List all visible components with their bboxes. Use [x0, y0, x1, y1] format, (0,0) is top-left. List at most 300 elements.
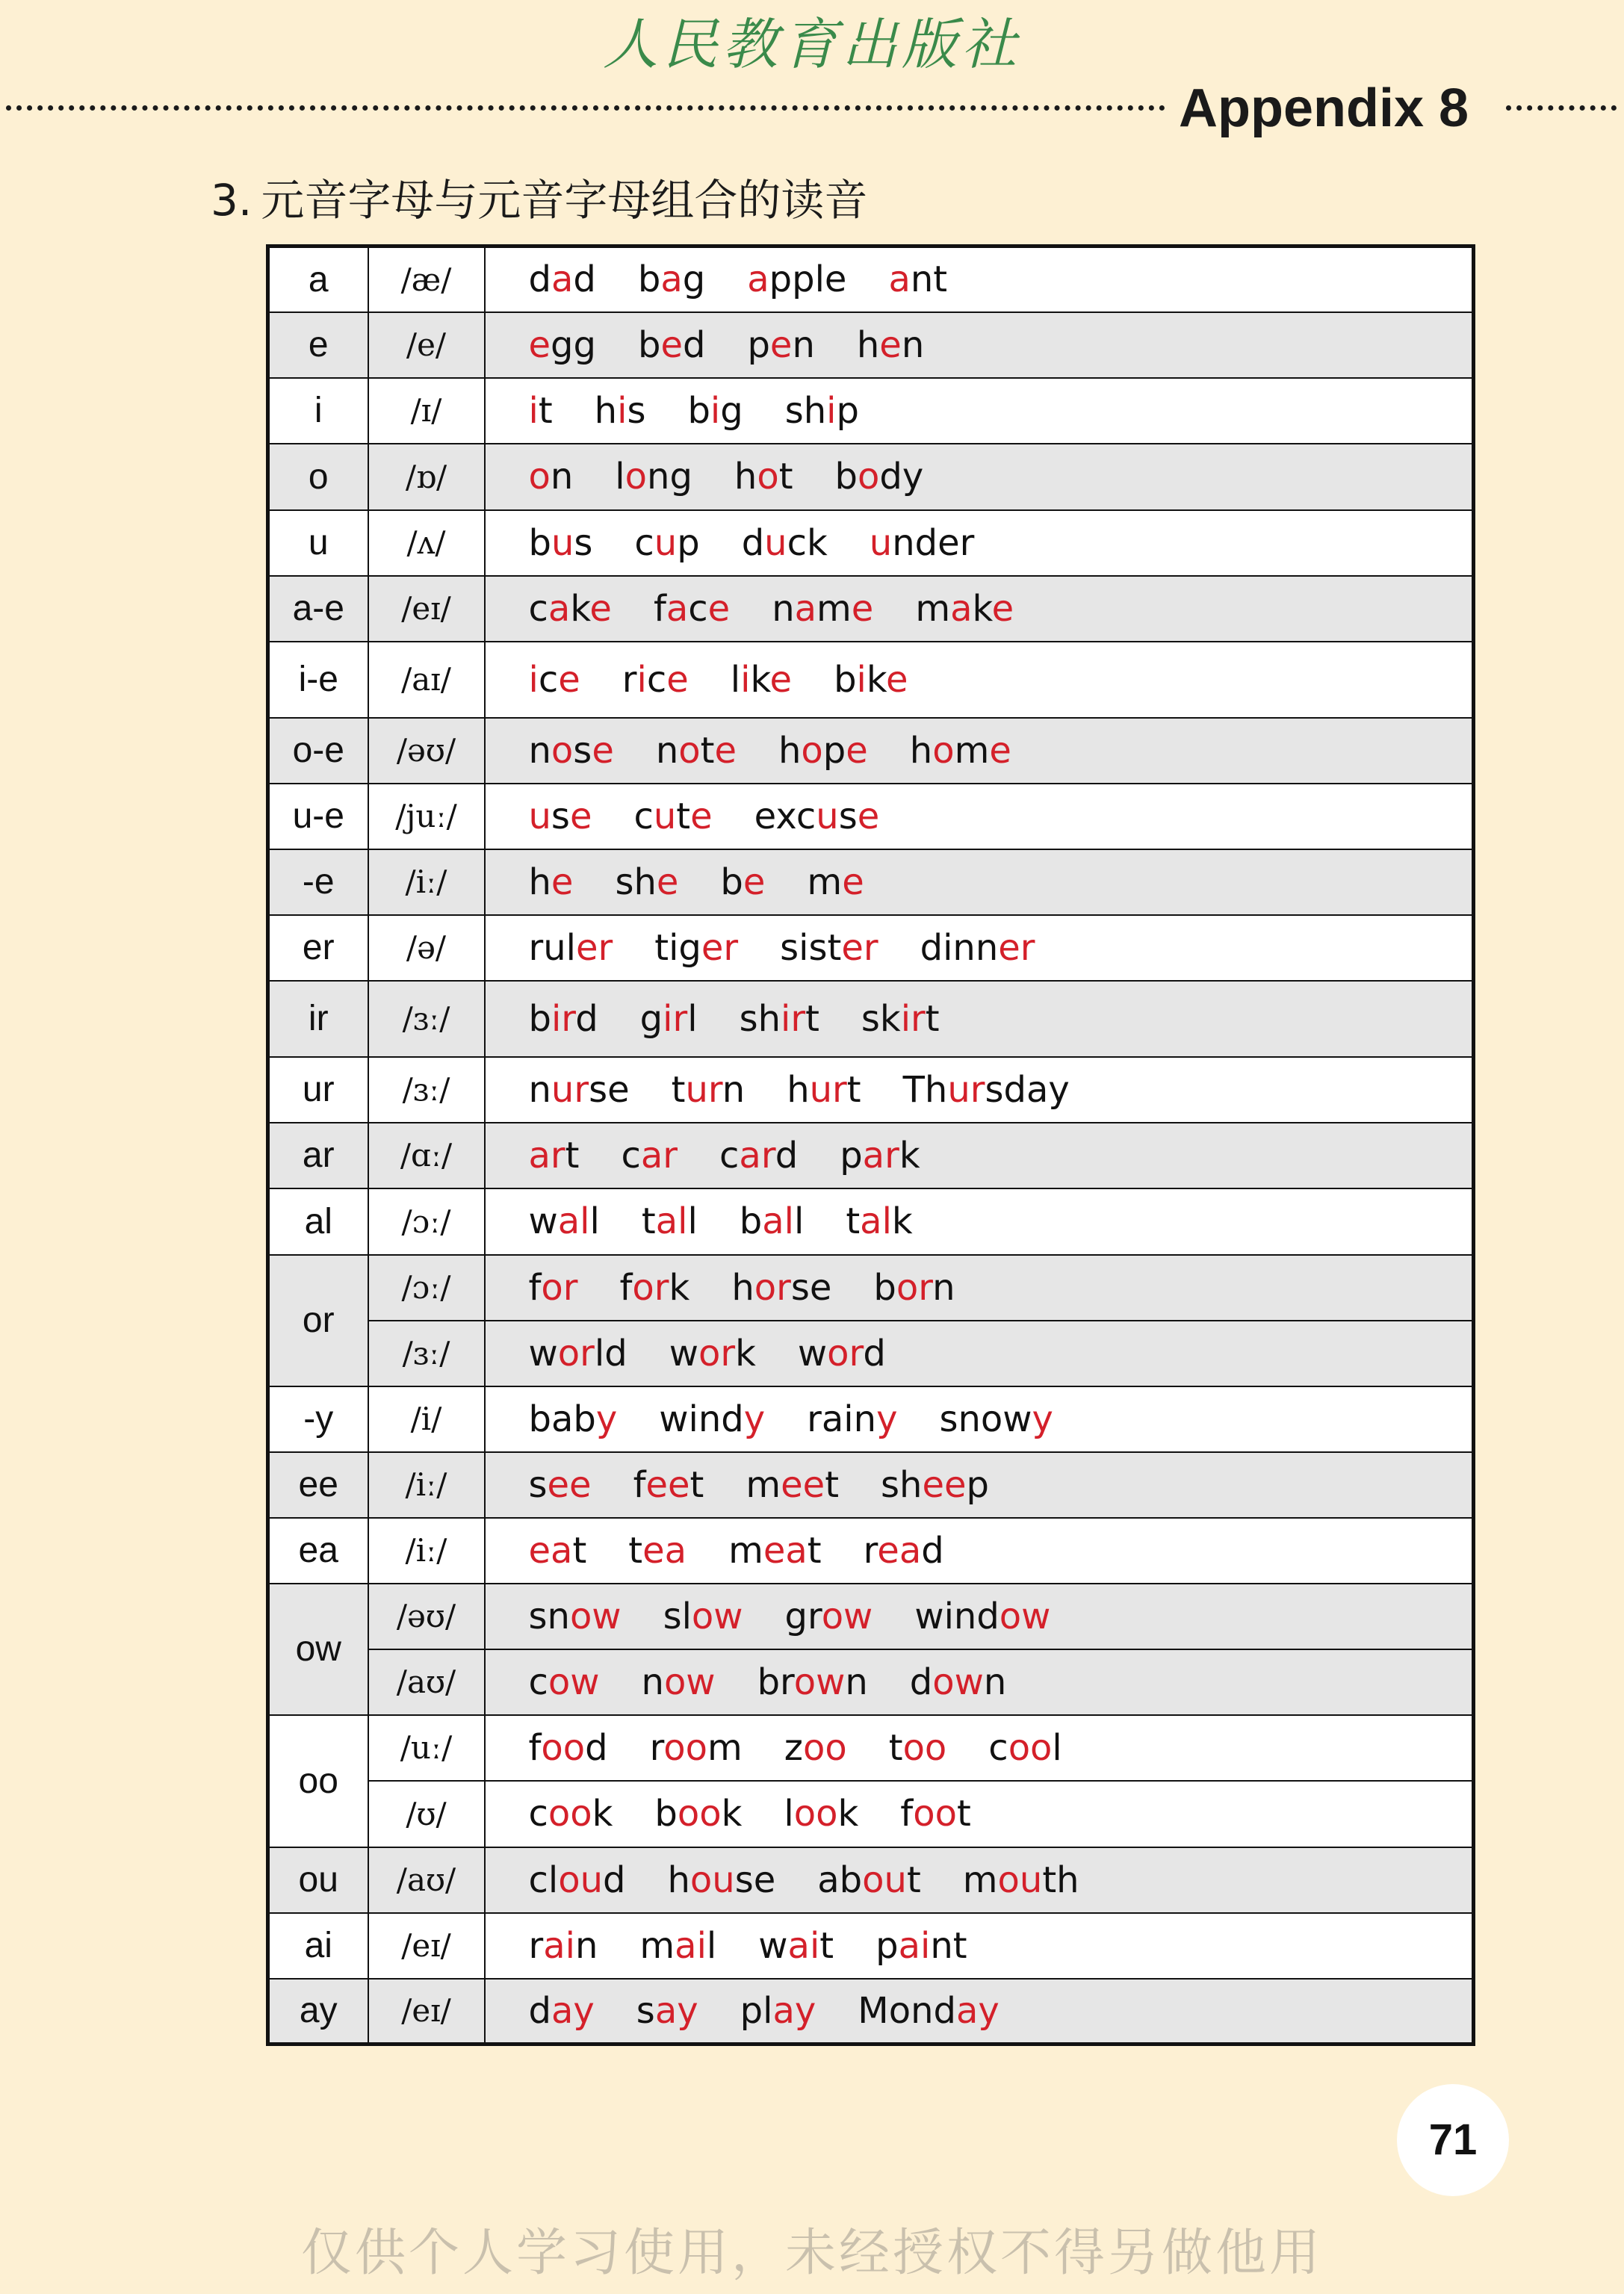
word-letters: l [687, 1200, 698, 1242]
word-letters: h [909, 729, 933, 772]
highlighted-letters: u [551, 521, 574, 564]
word-letters: t [778, 456, 793, 497]
example-words-cell [485, 1123, 1474, 1188]
highlighted-letters: oo [913, 1793, 957, 1835]
example-word [529, 1267, 578, 1309]
table-row [268, 444, 1474, 510]
word-letters: sh [881, 1463, 923, 1506]
word-letters: k [570, 587, 590, 630]
highlighted-letters: e [857, 795, 880, 837]
highlighted-letters: e [660, 323, 683, 366]
word-letters: w [528, 1200, 558, 1242]
ipa-cell: /eɪ/ [368, 1913, 485, 1979]
word-letters: t [565, 1134, 580, 1177]
example-word [529, 1596, 622, 1637]
word-letters: t [676, 795, 691, 837]
example-word [784, 1727, 847, 1769]
table-row [268, 642, 1474, 718]
word-letters: sh [739, 997, 781, 1040]
word-letters: snow [939, 1398, 1032, 1440]
ipa-cell: /eɪ/ [368, 576, 485, 642]
highlighted-letters: e [528, 323, 551, 366]
word-letters: t [807, 1529, 822, 1572]
example-word [835, 456, 924, 497]
example-word [529, 1727, 608, 1769]
example-word [875, 1925, 967, 1967]
example-word [669, 1333, 756, 1374]
example-word [881, 1464, 989, 1506]
highlighted-letters: ee [645, 1463, 690, 1506]
highlighted-letters: o [757, 456, 779, 497]
table-row [268, 1452, 1474, 1518]
example-word [529, 390, 553, 432]
example-word [858, 1990, 999, 2032]
example-word [903, 1069, 1070, 1111]
word-letters: h [731, 1266, 754, 1309]
highlighted-letters: a [551, 258, 574, 301]
example-word [529, 258, 596, 300]
word-letters: th [1042, 1859, 1079, 1901]
table-row [268, 1913, 1474, 1979]
word-letters: h [528, 861, 551, 903]
word-letters: n [792, 323, 815, 366]
example-word [529, 324, 596, 366]
highlighted-letters: ur [551, 1068, 589, 1111]
example-words-cell [485, 1255, 1474, 1321]
example-word [846, 1200, 912, 1242]
word-letters: k [669, 1266, 690, 1309]
table-row [268, 1649, 1474, 1715]
highlighted-letters: o [551, 729, 574, 772]
example-word [817, 1859, 921, 1901]
example-word [529, 588, 612, 630]
ipa-cell: /aʊ/ [368, 1649, 485, 1715]
letter-cell: ai [268, 1913, 368, 1979]
word-letters: sh [615, 861, 657, 903]
highlighted-letters: y [743, 1398, 766, 1440]
word-letters: sist [780, 926, 842, 969]
highlighted-letters: or [754, 1266, 791, 1309]
word-letters: l [730, 658, 741, 701]
example-words-cell [485, 1979, 1474, 2045]
word-letters: s [574, 521, 593, 564]
highlighted-letters: er [701, 926, 739, 969]
table-row [268, 718, 1474, 784]
ipa-cell: /ɜː/ [368, 1057, 485, 1123]
word-letters: t [888, 1726, 903, 1769]
example-word [529, 1135, 580, 1177]
section-title-text: 元音字母与元音字母组合的读音 [261, 175, 868, 226]
example-word [900, 1793, 970, 1835]
highlighted-letters: u [653, 795, 677, 837]
highlighted-letters: ay [955, 1989, 999, 2032]
highlighted-letters: ir [551, 997, 576, 1040]
word-letters: dinn [920, 926, 999, 969]
word-letters: l [589, 1200, 600, 1242]
example-word [529, 1333, 627, 1374]
letter-cell: oo [268, 1715, 368, 1847]
word-letters: d [585, 1726, 608, 1769]
example-word [638, 324, 705, 366]
word-letters: f [633, 1463, 646, 1506]
word-letters: c [528, 1661, 548, 1703]
ipa-cell: /ɑː/ [368, 1123, 485, 1188]
example-word [529, 1069, 630, 1111]
letter-cell: ow [268, 1584, 368, 1715]
table-row [268, 1057, 1474, 1123]
example-word [642, 1200, 698, 1242]
example-word [615, 456, 692, 497]
highlighted-letters: i [740, 658, 751, 701]
word-letters: se [734, 1859, 776, 1901]
example-words-cell [485, 1715, 1474, 1781]
highlighted-letters: ar [640, 1134, 678, 1177]
example-words-cell [485, 247, 1474, 312]
highlighted-letters: e [769, 323, 793, 366]
letter-cell: ir [268, 981, 368, 1057]
example-word [633, 796, 712, 837]
highlighted-letters: o [678, 729, 701, 772]
highlighted-letters: i [617, 389, 627, 432]
example-word [740, 998, 819, 1040]
example-words-cell [485, 1188, 1474, 1255]
example-word [888, 258, 947, 300]
word-letters: k [972, 587, 992, 630]
ipa-cell: /ɒ/ [368, 444, 485, 510]
example-word [861, 998, 940, 1040]
word-letters: n [550, 456, 574, 497]
example-words-cell [485, 1452, 1474, 1518]
table-row [268, 849, 1474, 915]
word-letters: sl [663, 1595, 692, 1637]
word-letters: t [925, 997, 940, 1040]
example-word [529, 927, 613, 969]
word-letters: w [797, 1332, 828, 1374]
highlighted-letters: u [764, 521, 787, 564]
word-letters: ck [787, 521, 828, 564]
word-letters: p [677, 521, 700, 564]
example-word [656, 730, 737, 772]
highlighted-letters: oo [677, 1793, 722, 1835]
letter-cell: er [268, 915, 368, 981]
ipa-cell: /ə/ [368, 915, 485, 981]
example-word [914, 1596, 1050, 1637]
word-letters: b [528, 997, 551, 1040]
table-row [268, 1518, 1474, 1584]
word-letters: c [688, 587, 708, 630]
ipa-cell: /iː/ [368, 1518, 485, 1584]
highlighted-letters: ow [793, 1661, 846, 1703]
example-word [529, 1990, 595, 2032]
example-word [529, 456, 574, 497]
example-word [963, 1859, 1079, 1901]
example-words-cell [485, 1386, 1474, 1452]
example-word [621, 1135, 678, 1177]
word-letters: m [728, 1529, 763, 1572]
word-letters: t [906, 1859, 921, 1901]
example-word [529, 861, 574, 903]
word-letters: l [1052, 1726, 1062, 1769]
word-letters: f [900, 1793, 914, 1835]
highlighted-letters: y [595, 1398, 618, 1440]
ipa-cell: /ɪ/ [368, 378, 485, 444]
example-word [529, 1661, 600, 1703]
table-row [268, 1847, 1474, 1913]
word-letters: b [687, 389, 710, 432]
table-row [268, 981, 1474, 1057]
word-letters: ab [817, 1859, 863, 1901]
word-letters: k [899, 1134, 920, 1177]
highlighted-letters: ou [862, 1859, 907, 1901]
example-word [529, 1464, 592, 1506]
highlighted-letters: ai [898, 1924, 931, 1967]
example-words-cell [485, 718, 1474, 784]
example-word [758, 1925, 834, 1967]
table-row [268, 1584, 1474, 1649]
example-word [615, 861, 678, 903]
highlighted-letters: o [932, 729, 955, 772]
word-letters: m [807, 861, 843, 903]
highlighted-letters: u [869, 521, 893, 564]
example-words-cell [485, 576, 1474, 642]
ipa-cell: /i/ [368, 1386, 485, 1452]
highlighted-letters: ea [877, 1529, 922, 1572]
word-letters: c [634, 521, 654, 564]
word-letters: d [682, 323, 706, 366]
word-letters: n [528, 1068, 551, 1111]
table-row [268, 1188, 1474, 1255]
word-letters: k [866, 658, 886, 701]
word-letters: l [706, 1924, 717, 1967]
example-words-cell [485, 915, 1474, 981]
example-word [668, 1859, 776, 1901]
letter-cell: -e [268, 849, 368, 915]
letter-cell: ou [268, 1847, 368, 1913]
highlighted-letters: al [655, 1200, 688, 1242]
word-letters: g [720, 389, 743, 432]
highlighted-letters: a [548, 587, 571, 630]
highlighted-letters: ai [675, 1924, 707, 1967]
word-letters: c [528, 587, 548, 630]
example-words-cell [485, 1518, 1474, 1584]
word-letters: nt [910, 258, 948, 301]
example-word [757, 1661, 868, 1703]
highlighted-letters: a [660, 258, 683, 301]
word-letters: sday [985, 1068, 1070, 1111]
table-row [268, 1781, 1474, 1847]
highlighted-letters: e [991, 587, 1014, 630]
word-letters: l [615, 456, 625, 497]
table-row [268, 1123, 1474, 1188]
word-letters: bab [528, 1398, 596, 1440]
word-letters: d [603, 1859, 626, 1901]
word-letters: t [956, 1793, 971, 1835]
highlighted-letters: al [860, 1200, 892, 1242]
word-letters: b [834, 658, 857, 701]
highlighted-letters: ea [642, 1529, 687, 1572]
highlighted-letters: e [851, 587, 874, 630]
word-letters: w [669, 1332, 698, 1374]
ipa-cell: /iː/ [368, 849, 485, 915]
letter-cell: e [268, 312, 368, 378]
table-row [268, 576, 1474, 642]
word-letters: sn [528, 1595, 570, 1637]
word-letters: gr [784, 1595, 822, 1637]
word-letters: t [700, 729, 715, 772]
example-word [719, 1135, 798, 1177]
highlighted-letters: a [747, 258, 769, 301]
highlighted-letters: o [625, 456, 648, 497]
word-letters: g [639, 997, 663, 1040]
example-word [747, 324, 814, 366]
highlighted-letters: ir [900, 997, 926, 1040]
highlighted-letters: i [826, 389, 837, 432]
example-word [663, 1596, 743, 1637]
highlighted-letters: a [950, 587, 973, 630]
word-letters: f [653, 587, 666, 630]
word-letters: rain [807, 1398, 877, 1440]
word-letters: b [637, 323, 661, 366]
word-letters: h [734, 456, 757, 497]
highlighted-letters: ur [809, 1068, 847, 1111]
word-letters: m [639, 1924, 675, 1967]
word-letters: s [551, 795, 570, 837]
word-letters: c [646, 658, 667, 701]
ipa-cell: /ʌ/ [368, 510, 485, 576]
example-word [785, 1596, 873, 1637]
word-letters: k [750, 658, 770, 701]
example-word [747, 258, 846, 300]
highlighted-letters: ay [772, 1989, 816, 2032]
ipa-cell: /ʊ/ [368, 1781, 485, 1847]
example-word [807, 861, 864, 903]
example-word [787, 1069, 861, 1111]
highlighted-letters: or [698, 1332, 736, 1374]
letter-cell: ea [268, 1518, 368, 1584]
highlighted-letters: i [528, 658, 539, 701]
highlighted-letters: ir [781, 997, 806, 1040]
word-letters: p [822, 729, 846, 772]
highlighted-letters: ar [528, 1134, 565, 1177]
example-word [720, 861, 765, 903]
example-word [840, 1135, 920, 1177]
letter-cell: i-e [268, 642, 368, 718]
highlighted-letters: u [654, 521, 678, 564]
table-row [268, 784, 1474, 849]
table-row [268, 1321, 1474, 1386]
word-letters: wind [914, 1595, 999, 1637]
example-word [731, 1267, 831, 1309]
letter-cell: o [268, 444, 368, 510]
example-word [634, 522, 699, 564]
word-letters: l [784, 1793, 794, 1835]
letter-cell: u [268, 510, 368, 576]
example-words-cell [485, 981, 1474, 1057]
word-letters: b [654, 1793, 678, 1835]
highlighted-letters: ai [543, 1924, 575, 1967]
example-word [687, 390, 743, 432]
highlighted-letters: or [632, 1266, 669, 1309]
letter-cell: -y [268, 1386, 368, 1452]
word-letters: se [790, 1266, 832, 1309]
highlighted-letters: ai [787, 1924, 820, 1967]
example-word [798, 1333, 886, 1374]
letter-cell: a [268, 247, 368, 312]
word-letters: h [787, 1068, 810, 1111]
example-word [780, 927, 878, 969]
word-letters: k [592, 1793, 613, 1835]
word-letters: t [819, 1924, 834, 1967]
ipa-cell: /uː/ [368, 1715, 485, 1781]
word-letters: exc [754, 795, 816, 837]
highlighted-letters: ea [763, 1529, 808, 1572]
word-letters: d [573, 258, 596, 301]
example-words-cell [485, 1584, 1474, 1649]
table-row [268, 1386, 1474, 1452]
word-letters: nder [892, 521, 975, 564]
highlighted-letters: o [858, 456, 880, 497]
letter-cell: ur [268, 1057, 368, 1123]
highlighted-letters: ow [548, 1661, 600, 1703]
word-letters: s [838, 795, 858, 837]
word-letters: gg [551, 323, 596, 366]
word-letters: p [747, 323, 770, 366]
example-word [910, 1661, 1007, 1703]
highlighted-letters: oo [541, 1726, 586, 1769]
word-letters: dy [879, 456, 924, 497]
highlighted-letters: i [636, 658, 647, 701]
table-row [268, 915, 1474, 981]
highlighted-letters: oo [902, 1726, 947, 1769]
word-letters: f [528, 1266, 542, 1309]
word-letters: m [962, 1859, 998, 1901]
highlighted-letters: oo [548, 1793, 592, 1835]
section-number: 3. [211, 175, 252, 226]
highlighted-letters: ee [781, 1463, 825, 1506]
word-letters: b [834, 456, 858, 497]
word-letters: w [758, 1924, 788, 1967]
example-word [784, 1793, 858, 1835]
ipa-cell: /əʊ/ [368, 1584, 485, 1649]
word-letters: t [689, 1463, 704, 1506]
example-word [640, 998, 698, 1040]
highlighted-letters: e [592, 729, 614, 772]
word-letters: c [719, 1134, 740, 1177]
example-word [642, 1661, 716, 1703]
letter-cell: al [268, 1188, 368, 1255]
word-letters: t [641, 1200, 656, 1242]
highlighted-letters: o [801, 729, 823, 772]
example-word [785, 390, 859, 432]
page-number-badge: 71 [1397, 2084, 1509, 2196]
vowel-pronunciation-table [266, 244, 1475, 2046]
word-letters: b [528, 521, 551, 564]
highlighted-letters: e [989, 729, 1011, 772]
example-words-cell [485, 444, 1474, 510]
word-letters: s [528, 1463, 548, 1506]
word-letters: rul [528, 926, 576, 969]
highlighted-letters: er [576, 926, 613, 969]
highlighted-letters: ou [558, 1859, 604, 1901]
word-letters: f [619, 1266, 633, 1309]
example-word [659, 1398, 765, 1440]
highlighted-letters: e [558, 658, 580, 701]
highlighted-letters: ar [739, 1134, 775, 1177]
word-letters: sh [784, 389, 827, 432]
example-word [857, 324, 924, 366]
word-letters: t [572, 1529, 587, 1572]
example-words-cell [485, 1847, 1474, 1913]
